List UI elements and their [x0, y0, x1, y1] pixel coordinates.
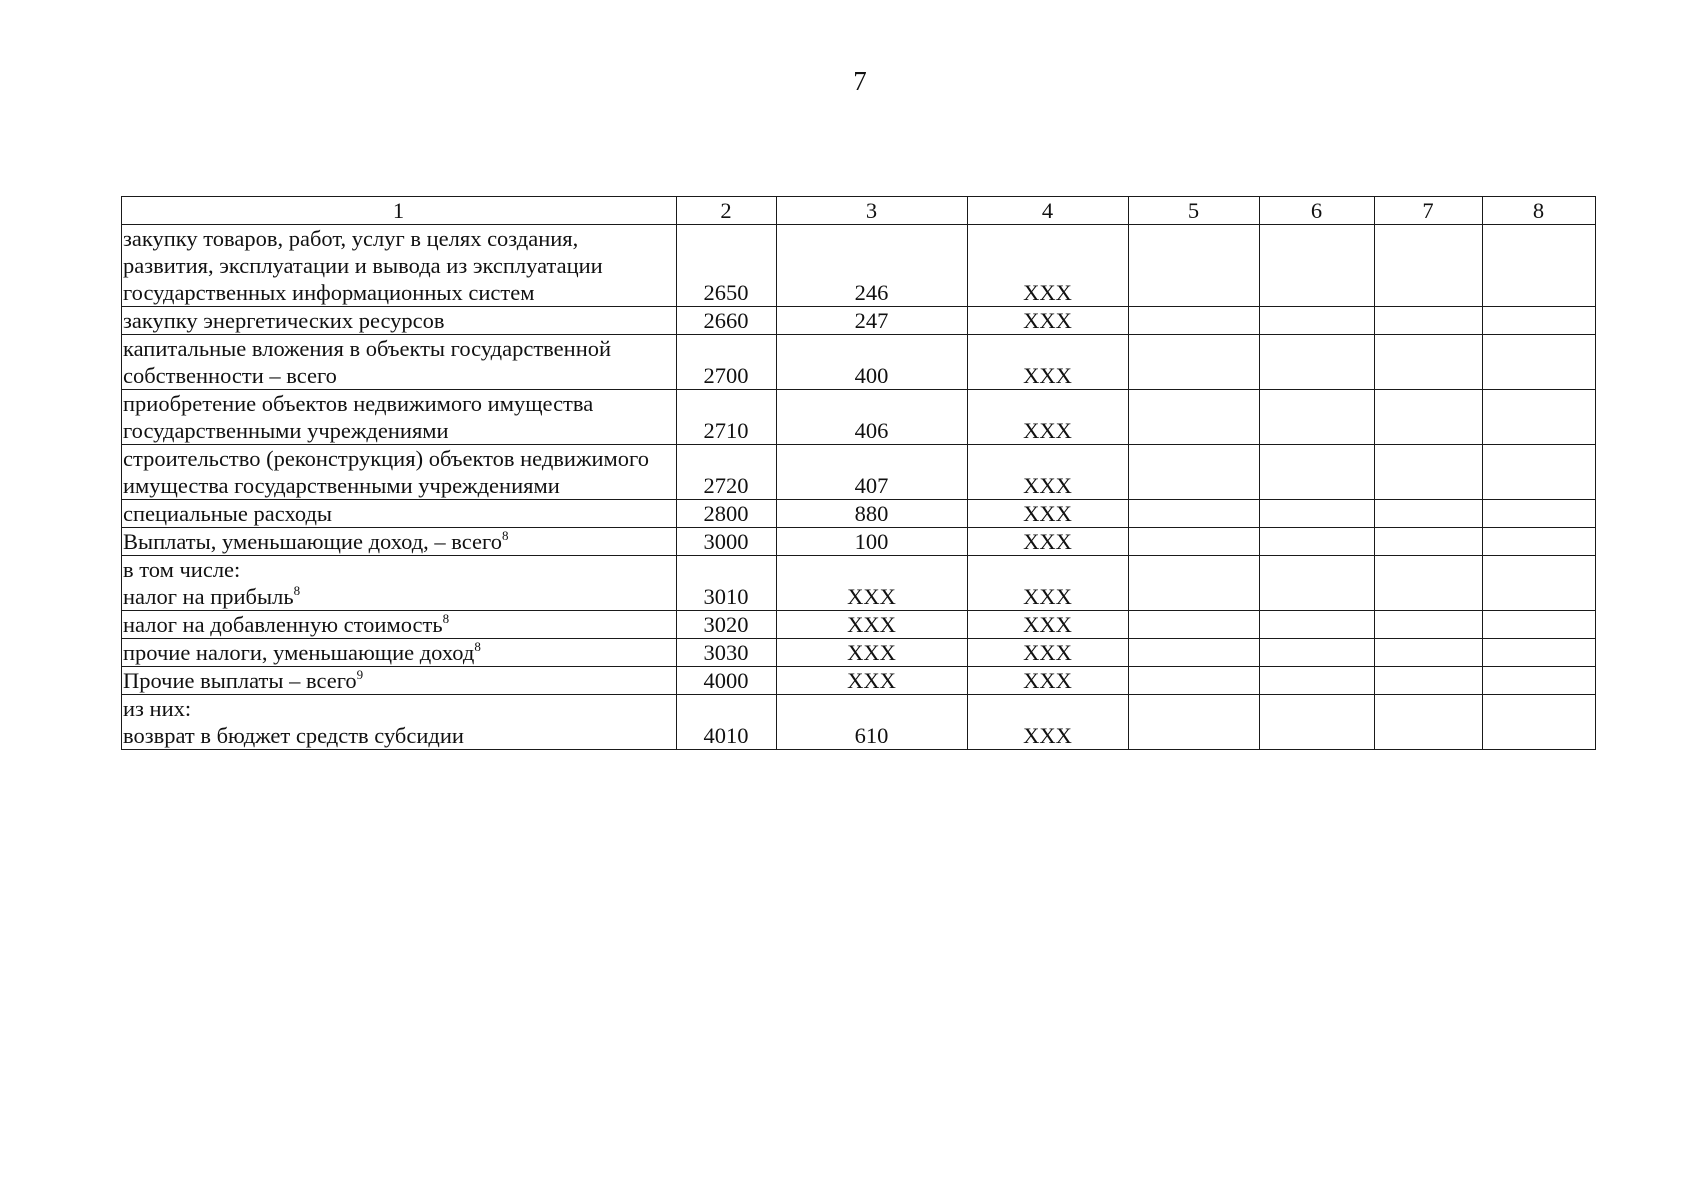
- cell-col-3: 406: [777, 390, 968, 445]
- cell-col-4: XXX: [968, 307, 1129, 335]
- financial-table: [121, 196, 1596, 750]
- row-label-line: возврат в бюджет средств субсидии: [123, 723, 464, 748]
- table-row: [122, 500, 1596, 528]
- cell-col-5: [1129, 307, 1260, 335]
- cell-col-6: [1260, 445, 1375, 500]
- cell-col-4: XXX: [968, 445, 1129, 500]
- row-label: [122, 307, 677, 335]
- cell-col-7: [1375, 528, 1483, 556]
- cell-col-8: [1483, 307, 1596, 335]
- cell-col-6: [1260, 695, 1375, 750]
- row-label: [122, 667, 677, 695]
- cell-col-8: [1483, 445, 1596, 500]
- cell-col-2: 2660: [677, 307, 777, 335]
- cell-col-3: XXX: [777, 667, 968, 695]
- cell-col-3: 610: [777, 695, 968, 750]
- cell-col-4: XXX: [968, 335, 1129, 390]
- cell-col-5: [1129, 611, 1260, 639]
- cell-col-2: 4010: [677, 695, 777, 750]
- row-label-line: налог на прибыль: [123, 584, 294, 609]
- cell-col-7: [1375, 445, 1483, 500]
- cell-col-7: [1375, 307, 1483, 335]
- table-row: [122, 639, 1596, 667]
- column-header: 2: [677, 197, 777, 225]
- cell-col-2: 2710: [677, 390, 777, 445]
- cell-col-3: 400: [777, 335, 968, 390]
- cell-col-4: XXX: [968, 500, 1129, 528]
- cell-col-2: 3010: [677, 556, 777, 611]
- cell-col-2: 4000: [677, 667, 777, 695]
- cell-col-6: [1260, 500, 1375, 528]
- cell-col-3: XXX: [777, 611, 968, 639]
- cell-col-3: 246: [777, 225, 968, 307]
- cell-col-6: [1260, 307, 1375, 335]
- cell-col-5: [1129, 556, 1260, 611]
- row-label: [122, 335, 677, 390]
- cell-col-8: [1483, 225, 1596, 307]
- row-label: [122, 390, 677, 445]
- column-header: 8: [1483, 197, 1596, 225]
- row-label: [122, 445, 677, 500]
- cell-col-5: [1129, 225, 1260, 307]
- row-label: [122, 500, 677, 528]
- cell-col-2: 3020: [677, 611, 777, 639]
- cell-col-6: [1260, 611, 1375, 639]
- cell-col-8: [1483, 500, 1596, 528]
- table-row: [122, 528, 1596, 556]
- cell-col-6: [1260, 390, 1375, 445]
- cell-col-8: [1483, 335, 1596, 390]
- table-body: [122, 225, 1596, 750]
- row-label-line: закупку товаров, работ, услуг в целях создания,: [123, 226, 579, 251]
- row-label: [122, 695, 677, 750]
- column-header: 5: [1129, 197, 1260, 225]
- row-label: [122, 556, 677, 611]
- footnote-marker: 9: [356, 667, 364, 682]
- row-label: [122, 225, 677, 307]
- cell-col-4: XXX: [968, 667, 1129, 695]
- cell-col-3: 247: [777, 307, 968, 335]
- footnote-marker: 8: [293, 583, 301, 598]
- header-row: [122, 197, 1596, 225]
- row-label-line: приобретение объектов недвижимого имущества: [123, 391, 594, 416]
- cell-col-6: [1260, 528, 1375, 556]
- table-row: [122, 307, 1596, 335]
- cell-col-3: XXX: [777, 556, 968, 611]
- cell-col-3: XXX: [777, 639, 968, 667]
- cell-col-2: 2700: [677, 335, 777, 390]
- cell-col-2: 2720: [677, 445, 777, 500]
- cell-col-6: [1260, 667, 1375, 695]
- cell-col-7: [1375, 225, 1483, 307]
- cell-col-5: [1129, 390, 1260, 445]
- cell-col-3: 407: [777, 445, 968, 500]
- column-header: 4: [968, 197, 1129, 225]
- cell-col-5: [1129, 445, 1260, 500]
- cell-col-4: XXX: [968, 639, 1129, 667]
- cell-col-2: 2650: [677, 225, 777, 307]
- cell-col-8: [1483, 390, 1596, 445]
- row-label-line: закупку энергетических ресурсов: [123, 308, 445, 333]
- cell-col-2: 3030: [677, 639, 777, 667]
- cell-col-5: [1129, 528, 1260, 556]
- table-row: [122, 556, 1596, 611]
- cell-col-5: [1129, 639, 1260, 667]
- cell-col-7: [1375, 667, 1483, 695]
- column-header: 3: [777, 197, 968, 225]
- table-row: [122, 445, 1596, 500]
- table-row: [122, 611, 1596, 639]
- row-label-line: собственности – всего: [123, 363, 337, 388]
- row-label-line: налог на добавленную стоимость: [123, 612, 443, 637]
- cell-col-4: XXX: [968, 225, 1129, 307]
- column-header: 1: [122, 197, 677, 225]
- table-row: [122, 390, 1596, 445]
- row-label-line: специальные расходы: [123, 501, 333, 526]
- cell-col-5: [1129, 500, 1260, 528]
- row-label-line: строительство (реконструкция) объектов недвижимого: [123, 446, 649, 471]
- column-header: 6: [1260, 197, 1375, 225]
- cell-col-4: XXX: [968, 390, 1129, 445]
- cell-col-3: 880: [777, 500, 968, 528]
- cell-col-7: [1375, 500, 1483, 528]
- cell-col-6: [1260, 225, 1375, 307]
- page-number: 7: [853, 66, 867, 96]
- cell-col-5: [1129, 335, 1260, 390]
- table-row: [122, 225, 1596, 307]
- row-label: [122, 611, 677, 639]
- row-label-line: Прочие выплаты – всего: [123, 668, 357, 693]
- cell-col-4: XXX: [968, 611, 1129, 639]
- cell-col-7: [1375, 695, 1483, 750]
- cell-col-5: [1129, 667, 1260, 695]
- column-header: 7: [1375, 197, 1483, 225]
- table-row: [122, 695, 1596, 750]
- row-label-line: развития, эксплуатации и вывода из эксплуатации: [123, 253, 603, 278]
- cell-col-2: 2800: [677, 500, 777, 528]
- cell-col-6: [1260, 335, 1375, 390]
- cell-col-8: [1483, 639, 1596, 667]
- cell-col-4: XXX: [968, 528, 1129, 556]
- cell-col-6: [1260, 556, 1375, 611]
- footnote-marker: 8: [474, 639, 481, 654]
- row-label-line: капитальные вложения в объекты государственной: [123, 336, 612, 361]
- footnote-marker: 8: [442, 611, 450, 626]
- cell-col-7: [1375, 556, 1483, 611]
- row-label-line: Выплаты, уменьшающие доход, – всего: [123, 529, 502, 554]
- cell-col-8: [1483, 528, 1596, 556]
- footnote-marker: 8: [501, 528, 509, 543]
- table-row: [122, 335, 1596, 390]
- table-row: [122, 667, 1596, 695]
- row-label-line: государственных информационных систем: [123, 280, 535, 305]
- row-label-line: имущества государственными учреждениями: [123, 473, 560, 498]
- cell-col-4: XXX: [968, 556, 1129, 611]
- row-label-line: прочие налоги, уменьшающие доход: [123, 640, 475, 665]
- row-label-line: из них:: [123, 696, 192, 721]
- cell-col-8: [1483, 667, 1596, 695]
- cell-col-6: [1260, 639, 1375, 667]
- cell-col-3: 100: [777, 528, 968, 556]
- cell-col-7: [1375, 390, 1483, 445]
- cell-col-8: [1483, 556, 1596, 611]
- row-label-line: в том числе:: [123, 557, 241, 582]
- cell-col-5: [1129, 695, 1260, 750]
- cell-col-7: [1375, 335, 1483, 390]
- cell-col-7: [1375, 611, 1483, 639]
- cell-col-2: 3000: [677, 528, 777, 556]
- cell-col-4: XXX: [968, 695, 1129, 750]
- row-label: [122, 528, 677, 556]
- cell-col-8: [1483, 695, 1596, 750]
- row-label-line: государственными учреждениями: [123, 418, 449, 443]
- cell-col-7: [1375, 639, 1483, 667]
- row-label: [122, 639, 677, 667]
- cell-col-8: [1483, 611, 1596, 639]
